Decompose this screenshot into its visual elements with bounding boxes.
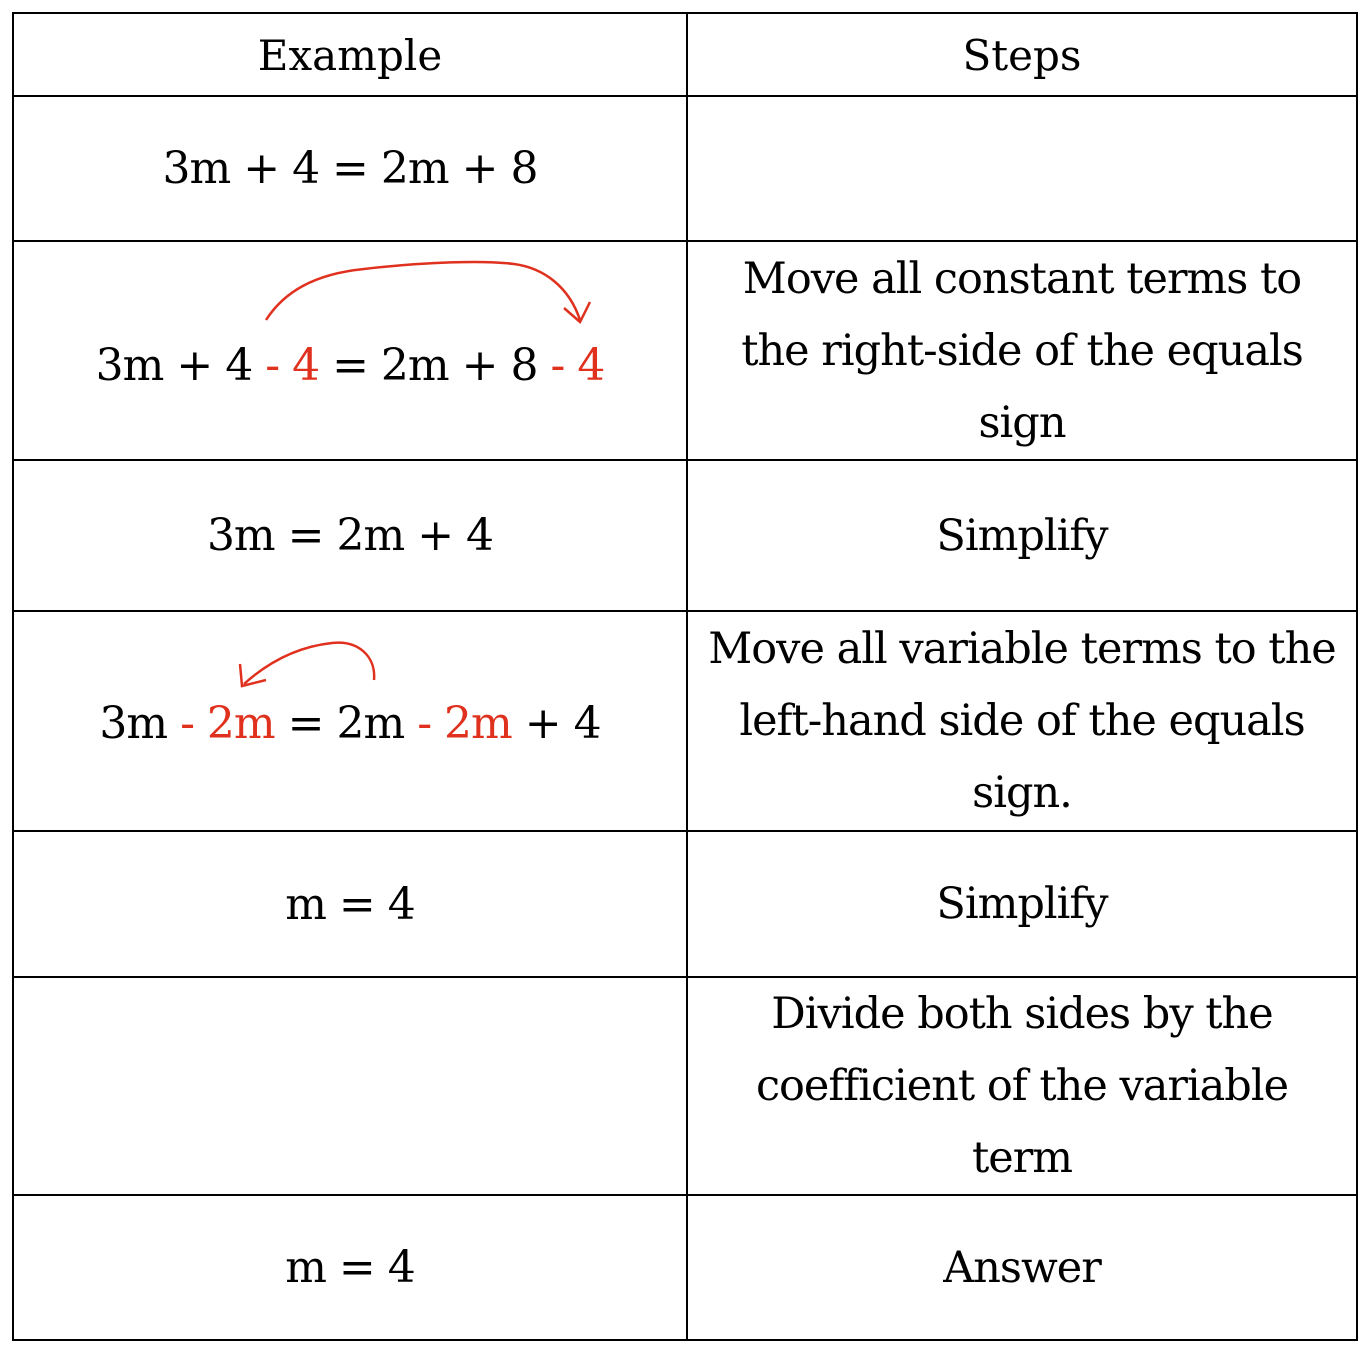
highlighted-term: - 4: [265, 340, 320, 391]
equation-part: + 4: [511, 697, 601, 749]
move-left-arrow-icon: [14, 612, 688, 832]
highlighted-term: - 4: [550, 340, 605, 391]
highlighted-term: - 2m: [417, 697, 512, 749]
example-equation: 3m = 2m + 4: [206, 510, 494, 561]
example-equation: m = 4: [285, 1242, 415, 1293]
example-cell-6: [14, 978, 688, 1196]
header-steps: Steps: [688, 14, 1356, 97]
example-cell-4: [14, 612, 688, 832]
equation-part: = 2m + 8: [319, 340, 551, 391]
step-cell-2: Move all constant terms to the right-side of the equals sign: [688, 242, 1356, 461]
equation-part: 3m: [99, 697, 181, 749]
example-equation: 3m + 4 = 2m + 8: [162, 143, 538, 194]
step-cell-5: Simplify: [688, 832, 1356, 978]
step-cell-6: Divide both sides by the coefficient of the variable term: [688, 978, 1356, 1196]
example-cell-1: [14, 97, 688, 242]
step-cell-7: Answer: [943, 1242, 1101, 1293]
example-equation: m = 4: [285, 878, 415, 930]
example-cell-5: [14, 832, 688, 978]
move-right-arrow-icon: [14, 242, 688, 461]
step-cell-4: Move all variable terms to the left-hand side of the equals sign.: [688, 612, 1356, 832]
header-example: Example: [14, 14, 688, 97]
step-cell-1: [688, 97, 1356, 242]
example-cell-3: [14, 461, 688, 612]
equation-part: 3m + 4: [95, 340, 266, 391]
example-cell-2: [14, 242, 688, 461]
example-cell-7: [14, 1196, 688, 1339]
steps-table: [12, 12, 1358, 1341]
highlighted-term: - 2m: [180, 697, 275, 749]
equation-part: = 2m: [274, 697, 418, 749]
step-cell-3: Simplify: [688, 461, 1356, 612]
